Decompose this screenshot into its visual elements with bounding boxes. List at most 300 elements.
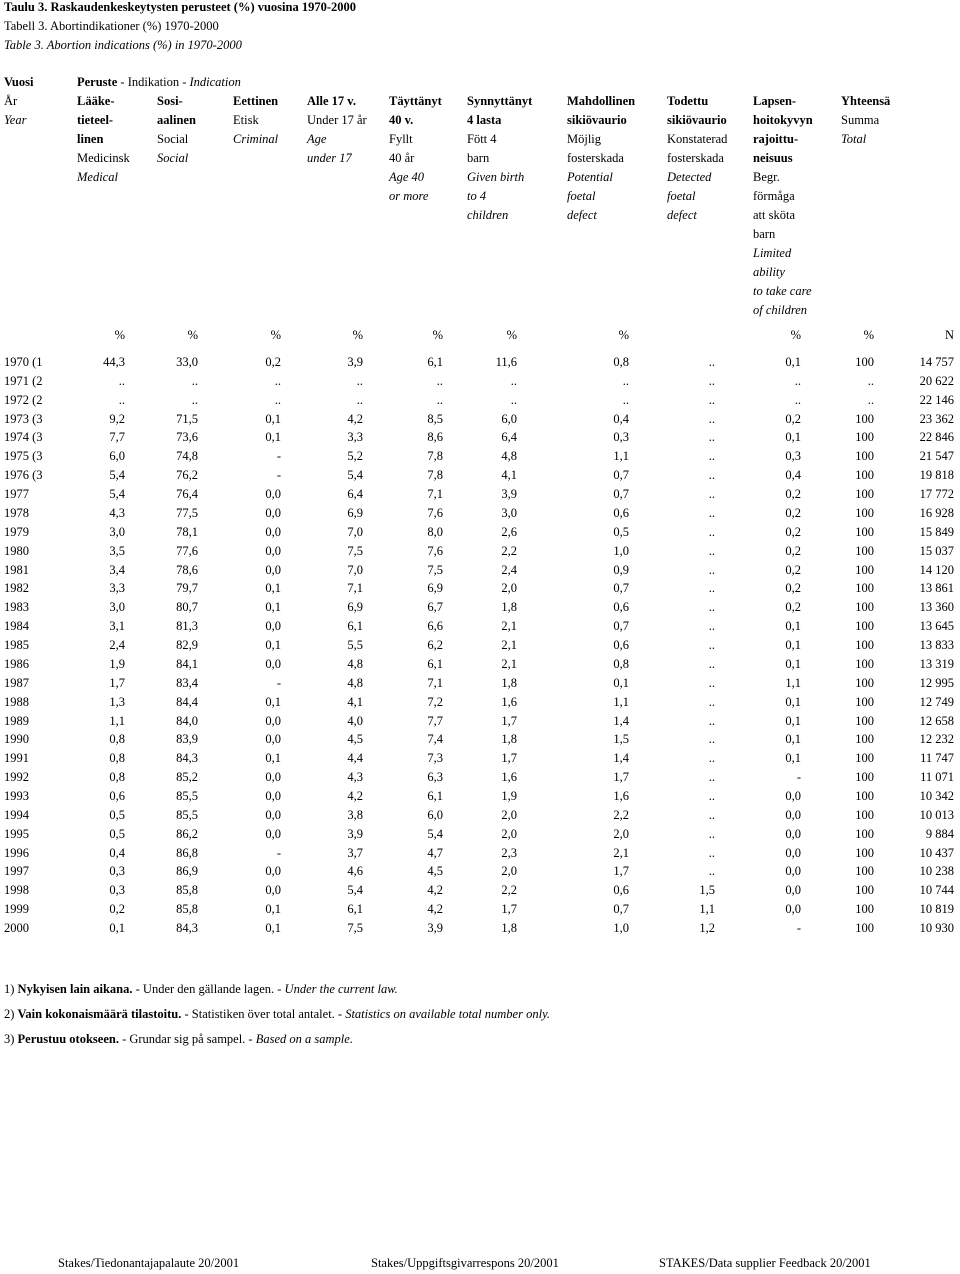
table-row xyxy=(0,619,960,638)
table-cell: 6,1 xyxy=(427,355,443,369)
table-cell: 5,2 xyxy=(347,449,363,464)
table-cell: 6,3 xyxy=(427,770,443,785)
table-cell: 2,1 xyxy=(501,656,517,671)
footnote-num: 1) xyxy=(4,982,15,996)
table-cell: 100 xyxy=(855,430,874,445)
table-cell: 11 071 xyxy=(920,770,954,785)
row-year: 1997 xyxy=(4,864,29,879)
table-cell: 3,3 xyxy=(109,581,125,596)
column-header-potential-foetal-defect-line: sikiövaurio xyxy=(567,113,627,127)
table-cell: 0,2 xyxy=(785,524,801,539)
table-cell: 0,0 xyxy=(265,770,281,785)
table-cell: 0,3 xyxy=(785,449,801,464)
table-cell: 6,0 xyxy=(427,807,443,822)
table-cell: 9,2 xyxy=(109,411,125,426)
row-year: 1995 xyxy=(4,826,29,841)
row-year: 1986 xyxy=(4,656,29,671)
table-cell: 5,4 xyxy=(347,468,363,483)
table-cell: 6,0 xyxy=(501,411,517,426)
table-cell: 0,0 xyxy=(265,656,281,671)
row-year: 1998 xyxy=(4,883,29,898)
table-cell: 71,5 xyxy=(176,411,198,426)
table-cell: .. xyxy=(708,864,715,879)
table-cell: 2,0 xyxy=(501,581,517,596)
row-year: 1984 xyxy=(4,619,29,634)
table-cell: 0,1 xyxy=(265,902,281,917)
footnote-fi: Vain kokonaismäärä tilastoitu. xyxy=(17,1007,182,1021)
table-cell: 0,1 xyxy=(265,694,281,709)
table-cell: 1,0 xyxy=(613,543,629,558)
column-header-total-line: Yhteensä xyxy=(841,94,891,108)
table-row xyxy=(0,600,960,619)
table-cell: 7,5 xyxy=(427,562,443,577)
table-cell: 0,3 xyxy=(613,430,629,445)
table-cell: 1,1 xyxy=(613,694,629,709)
table-cell: 0,6 xyxy=(613,638,629,653)
table-cell: 1,5 xyxy=(699,883,715,898)
unit-label: % xyxy=(618,328,629,342)
table-cell: 7,7 xyxy=(427,713,443,728)
table-cell: 7,7 xyxy=(109,430,125,445)
table-row xyxy=(0,412,960,431)
table-cell: 0,2 xyxy=(265,355,281,369)
group-label-sv: Indikation xyxy=(127,75,180,89)
table-cell: 3,9 xyxy=(427,921,443,936)
table-cell: 6,1 xyxy=(427,656,443,671)
table-cell: 0,0 xyxy=(265,826,281,841)
row-year: 1970 (1 xyxy=(4,355,43,369)
column-header-age-40-line: Täyttänyt xyxy=(389,94,442,108)
row-year: 1992 xyxy=(4,770,29,785)
table-row xyxy=(0,563,960,582)
table-cell: 22 146 xyxy=(919,392,954,407)
column-header-limited-ability-line: att sköta xyxy=(753,208,796,222)
table-cell: - xyxy=(276,468,281,483)
table-cell: 74,8 xyxy=(176,449,198,464)
table-cell: 7,0 xyxy=(347,562,363,577)
table-cell: 0,0 xyxy=(265,505,281,520)
table-cell: 100 xyxy=(855,505,874,520)
table-cell: .. xyxy=(708,751,715,766)
table-cell: 0,7 xyxy=(613,581,629,596)
column-header-age-40-line: 40 v. xyxy=(389,113,414,127)
column-header-total-line: Total xyxy=(841,132,867,146)
table-cell: 1,7 xyxy=(501,713,517,728)
table-cell: 0,6 xyxy=(613,600,629,615)
table-cell: 5,4 xyxy=(427,826,443,841)
table-cell: 11 747 xyxy=(920,751,954,766)
column-header-detected-foetal-defect-line: sikiövaurio xyxy=(667,113,727,127)
column-header-age-40-line: 40 år xyxy=(389,151,415,165)
table-cell: 12 749 xyxy=(919,694,954,709)
footnote xyxy=(4,982,398,996)
column-header-social-line: aalinen xyxy=(157,113,196,127)
row-year: 1994 xyxy=(4,807,29,822)
table-cell: 0,0 xyxy=(265,713,281,728)
table-cell: 100 xyxy=(855,524,874,539)
table-cell: 2,2 xyxy=(501,543,517,558)
table-row xyxy=(0,902,960,921)
table-row xyxy=(0,676,960,695)
table-cell: .. xyxy=(510,392,517,407)
table-cell: 0,0 xyxy=(265,562,281,577)
footer-sv: Stakes/Uppgiftsgivarrespons 20/2001 xyxy=(371,1256,559,1270)
table-cell: 6,1 xyxy=(347,619,363,634)
table-cell: 0,6 xyxy=(613,505,629,520)
table-cell: 4,8 xyxy=(347,675,363,690)
table-cell: 77,6 xyxy=(176,543,198,558)
table-cell: 4,8 xyxy=(501,449,517,464)
table-cell: 0,2 xyxy=(785,600,801,615)
table-cell: 2,2 xyxy=(501,883,517,898)
table-cell: 0,7 xyxy=(613,619,629,634)
column-header-limited-ability-line: hoitokyvyn xyxy=(753,113,813,127)
table-cell: 0,2 xyxy=(785,487,801,502)
table-cell: 0,2 xyxy=(785,581,801,596)
table-row xyxy=(0,393,960,412)
table-cell: 1,4 xyxy=(613,713,629,728)
table-cell: 10 437 xyxy=(919,845,954,860)
unit-label: % xyxy=(790,328,801,342)
footnote-fi: Perustuu otokseen. xyxy=(17,1032,119,1046)
table-cell: 100 xyxy=(855,468,874,483)
table-cell: 7,3 xyxy=(427,751,443,766)
group-separator: - xyxy=(117,75,128,89)
column-header-potential-foetal-defect-line: Möjlig xyxy=(567,132,602,146)
row-year: 1996 xyxy=(4,845,29,860)
table-cell: 85,8 xyxy=(176,883,198,898)
table-cell: 44,3 xyxy=(103,355,125,369)
table-cell: 100 xyxy=(855,449,874,464)
table-row xyxy=(0,732,960,751)
table-cell: .. xyxy=(708,845,715,860)
column-header-given-birth-4-line: Given birth xyxy=(467,170,525,184)
table-cell: 86,8 xyxy=(176,845,198,860)
column-header-limited-ability-line: ability xyxy=(753,265,785,279)
table-cell: .. xyxy=(191,373,198,388)
table-title-en: Table 3. Abortion indications (%) in 1970-2000 xyxy=(4,38,242,52)
table-cell: 85,2 xyxy=(176,770,198,785)
table-cell: 1,2 xyxy=(699,921,715,936)
year-header-fi: Vuosi xyxy=(4,75,34,89)
table-row xyxy=(0,374,960,393)
table-cell: 100 xyxy=(855,751,874,766)
table-cell: 100 xyxy=(855,826,874,841)
row-year: 1972 (2 xyxy=(4,392,43,407)
table-cell: 73,6 xyxy=(176,430,198,445)
table-cell: 6,9 xyxy=(347,600,363,615)
table-cell: 0,8 xyxy=(109,770,125,785)
table-cell: 100 xyxy=(855,656,874,671)
table-cell: 2,1 xyxy=(501,619,517,634)
table-cell: 0,7 xyxy=(613,468,629,483)
unit-label: % xyxy=(352,328,363,342)
table-row xyxy=(0,449,960,468)
table-cell: 0,0 xyxy=(785,902,801,917)
table-cell: 100 xyxy=(855,732,874,747)
table-cell: 0,3 xyxy=(109,864,125,879)
table-cell: 11,6 xyxy=(495,355,517,369)
table-cell: 13 833 xyxy=(919,638,954,653)
table-cell: .. xyxy=(708,524,715,539)
table-cell: 8,0 xyxy=(427,524,443,539)
table-cell: 4,2 xyxy=(347,789,363,803)
table-cell: 85,5 xyxy=(176,789,198,803)
table-cell: 85,5 xyxy=(176,807,198,822)
table-cell: 79,7 xyxy=(176,581,198,596)
column-header-potential-foetal-defect-line: Mahdollinen xyxy=(567,94,636,108)
table-cell: 100 xyxy=(855,638,874,653)
table-cell: 7,1 xyxy=(347,581,363,596)
row-year: 1973 (3 xyxy=(4,411,43,426)
row-year: 1999 xyxy=(4,902,29,917)
row-year: 1977 xyxy=(4,487,29,502)
table-cell: 6,4 xyxy=(347,487,363,502)
table-cell: 1,8 xyxy=(501,732,517,747)
table-cell: 0,0 xyxy=(265,883,281,898)
table-cell: .. xyxy=(794,392,801,407)
table-cell: 84,3 xyxy=(176,751,198,766)
table-cell: 76,4 xyxy=(176,487,198,502)
table-row xyxy=(0,430,960,449)
table-cell: .. xyxy=(356,373,363,388)
table-cell: 33,0 xyxy=(176,355,198,369)
column-header-given-birth-4-line: Synnyttänyt xyxy=(467,94,533,108)
column-header-given-birth-4-line: children xyxy=(467,208,509,222)
table-cell: 19 818 xyxy=(919,468,954,483)
table-cell: 100 xyxy=(855,713,874,728)
table-cell: .. xyxy=(708,373,715,388)
table-row xyxy=(0,751,960,770)
table-cell: 1,7 xyxy=(613,864,629,879)
table-cell: 84,3 xyxy=(176,921,198,936)
column-header-given-birth-4-line: Fött 4 xyxy=(467,132,497,146)
table-cell: .. xyxy=(708,638,715,653)
table-cell: .. xyxy=(708,543,715,558)
column-header-detected-foetal-defect-line: fosterskada xyxy=(667,151,724,165)
table-cell: 1,7 xyxy=(109,675,125,690)
column-header-under-17-line: Under 17 år xyxy=(307,113,367,127)
table-cell: 1,6 xyxy=(501,694,517,709)
column-header-limited-ability-line: Begr. xyxy=(753,170,780,184)
table-cell: 0,2 xyxy=(785,411,801,426)
table-cell: 1,6 xyxy=(613,789,629,803)
table-cell: .. xyxy=(867,392,874,407)
table-cell: 0,8 xyxy=(613,355,629,369)
table-cell: 80,7 xyxy=(176,600,198,615)
table-cell: 0,1 xyxy=(265,638,281,653)
year-header-sv: År xyxy=(4,94,18,108)
table-cell: 100 xyxy=(855,355,874,369)
table-cell: 100 xyxy=(855,543,874,558)
table-cell: 4,5 xyxy=(427,864,443,879)
table-cell: 100 xyxy=(855,411,874,426)
table-cell: 0,5 xyxy=(109,807,125,822)
table-cell: 21 547 xyxy=(919,449,954,464)
table-cell: 0,1 xyxy=(109,921,125,936)
table-cell: 7,1 xyxy=(427,675,443,690)
table-row xyxy=(0,789,960,808)
table-cell: .. xyxy=(708,807,715,822)
table-cell: .. xyxy=(708,581,715,596)
table-row xyxy=(0,921,960,940)
table-cell: 6,9 xyxy=(427,581,443,596)
table-cell: 6,0 xyxy=(109,449,125,464)
table-row xyxy=(0,827,960,846)
table-row xyxy=(0,846,960,865)
footnote-en: Based on a sample. xyxy=(255,1032,353,1046)
column-header-detected-foetal-defect-line: foetal xyxy=(667,189,696,203)
table-cell: 6,4 xyxy=(501,430,517,445)
table-cell: 0,1 xyxy=(785,694,801,709)
table-cell: 0,1 xyxy=(265,411,281,426)
table-cell: 5,4 xyxy=(347,883,363,898)
column-header-social-line: Sosi- xyxy=(157,94,183,108)
table-cell: 85,8 xyxy=(176,902,198,917)
table-cell: 12 995 xyxy=(919,675,954,690)
table-cell: 7,8 xyxy=(427,449,443,464)
table-cell: 0,6 xyxy=(613,883,629,898)
table-cell: 7,5 xyxy=(347,921,363,936)
table-cell: 3,9 xyxy=(347,355,363,369)
table-cell: 0,5 xyxy=(613,524,629,539)
column-header-total-line: Summa xyxy=(841,113,880,127)
table-row xyxy=(0,864,960,883)
table-cell: .. xyxy=(708,789,715,803)
table-cell: 0,1 xyxy=(785,355,801,369)
table-row xyxy=(0,714,960,733)
table-cell: .. xyxy=(708,694,715,709)
column-header-medical-line: Medicinsk xyxy=(77,151,130,165)
column-header-social-line: Social xyxy=(157,132,189,146)
column-header-detected-foetal-defect-line: defect xyxy=(667,208,697,222)
table-cell: .. xyxy=(708,656,715,671)
column-header-criminal-line: Etisk xyxy=(233,113,259,127)
table-cell: 2,1 xyxy=(501,638,517,653)
table-cell: 100 xyxy=(855,770,874,785)
table-cell: 0,0 xyxy=(265,543,281,558)
table-cell: 2,4 xyxy=(501,562,517,577)
table-cell: - xyxy=(276,449,281,464)
table-cell: 0,1 xyxy=(265,430,281,445)
table-cell: 78,1 xyxy=(176,524,198,539)
table-cell: 1,0 xyxy=(613,921,629,936)
table-cell: 1,9 xyxy=(109,656,125,671)
row-year: 1993 xyxy=(4,789,29,803)
table-cell: 3,7 xyxy=(347,845,363,860)
table-cell: 0,4 xyxy=(109,845,125,860)
table-cell: 14 120 xyxy=(919,562,954,577)
table-cell: 1,7 xyxy=(501,751,517,766)
table-cell: 3,0 xyxy=(109,524,125,539)
table-cell: 2,0 xyxy=(613,826,629,841)
table-cell: 22 846 xyxy=(919,430,954,445)
row-year: 1980 xyxy=(4,543,29,558)
table-cell: .. xyxy=(708,826,715,841)
table-cell: 83,9 xyxy=(176,732,198,747)
table-row xyxy=(0,581,960,600)
table-cell: 0,1 xyxy=(265,921,281,936)
table-cell: 5,4 xyxy=(109,468,125,483)
footnote-sv: - Grundar sig på sampel. - xyxy=(118,1032,256,1046)
table-cell: 3,9 xyxy=(501,487,517,502)
table-cell: 7,2 xyxy=(427,694,443,709)
footnote-num: 3) xyxy=(4,1032,15,1046)
table-cell: 2,6 xyxy=(501,524,517,539)
table-cell: 13 645 xyxy=(919,619,954,634)
row-year: 1979 xyxy=(4,524,29,539)
table-cell: - xyxy=(796,770,801,785)
footnote-fi: Nykyisen lain aikana. xyxy=(17,982,133,996)
table-cell: 100 xyxy=(855,487,874,502)
table-cell: 0,0 xyxy=(265,807,281,822)
column-header-medical-line: linen xyxy=(77,132,104,146)
table-cell: .. xyxy=(191,392,198,407)
table-cell: 100 xyxy=(855,845,874,860)
column-header-detected-foetal-defect-line: Detected xyxy=(667,170,712,184)
table-cell: 13 861 xyxy=(919,581,954,596)
table-cell: 7,6 xyxy=(427,505,443,520)
unit-row xyxy=(0,328,960,347)
table-cell: 0,0 xyxy=(785,789,801,803)
table-cell: 1,1 xyxy=(613,449,629,464)
table-cell: 6,9 xyxy=(347,505,363,520)
column-header-age-40-line: or more xyxy=(389,189,429,203)
table-cell: 6,6 xyxy=(427,619,443,634)
table-cell: 100 xyxy=(855,581,874,596)
table-cell: 3,9 xyxy=(347,826,363,841)
table-row xyxy=(0,638,960,657)
table-cell: .. xyxy=(708,505,715,520)
table-cell: 78,6 xyxy=(176,562,198,577)
table-cell: .. xyxy=(794,373,801,388)
table-cell: 1,7 xyxy=(613,770,629,785)
table-cell: 100 xyxy=(855,675,874,690)
column-header-potential-foetal-defect-line: fosterskada xyxy=(567,151,624,165)
table-cell: 23 362 xyxy=(919,411,954,426)
table-cell: 10 342 xyxy=(919,789,954,803)
table-title-fi: Taulu 3. Raskaudenkeskeytysten perusteet (%) vuosina 1970-2000 xyxy=(4,0,357,14)
table-cell: .. xyxy=(708,411,715,426)
table-row xyxy=(0,355,960,374)
table-cell: 2,0 xyxy=(501,864,517,879)
table-cell: 0,1 xyxy=(785,713,801,728)
table-cell: 0,0 xyxy=(265,732,281,747)
table-cell: .. xyxy=(708,449,715,464)
table-cell: 0,0 xyxy=(785,845,801,860)
table-cell: 4,2 xyxy=(427,902,443,917)
table-cell: 13 360 xyxy=(919,600,954,615)
row-year: 1976 (3 xyxy=(4,468,43,483)
unit-label: % xyxy=(506,328,517,342)
unit-label: % xyxy=(432,328,443,342)
table-row xyxy=(0,808,960,827)
table-cell: 1,7 xyxy=(501,902,517,917)
table-cell: 4,2 xyxy=(347,411,363,426)
table-cell: 2,0 xyxy=(501,826,517,841)
table-cell: .. xyxy=(708,732,715,747)
table-cell: 1,8 xyxy=(501,921,517,936)
table-cell: 3,5 xyxy=(109,543,125,558)
table-cell: 0,4 xyxy=(613,411,629,426)
row-year: 1974 (3 xyxy=(4,430,43,445)
table-row xyxy=(0,695,960,714)
table-cell: 1,3 xyxy=(109,694,125,709)
column-header-given-birth-4-line: to 4 xyxy=(467,189,487,203)
table-cell: 0,0 xyxy=(785,883,801,898)
table-cell: 1,9 xyxy=(501,789,517,803)
table-cell: 7,6 xyxy=(427,543,443,558)
